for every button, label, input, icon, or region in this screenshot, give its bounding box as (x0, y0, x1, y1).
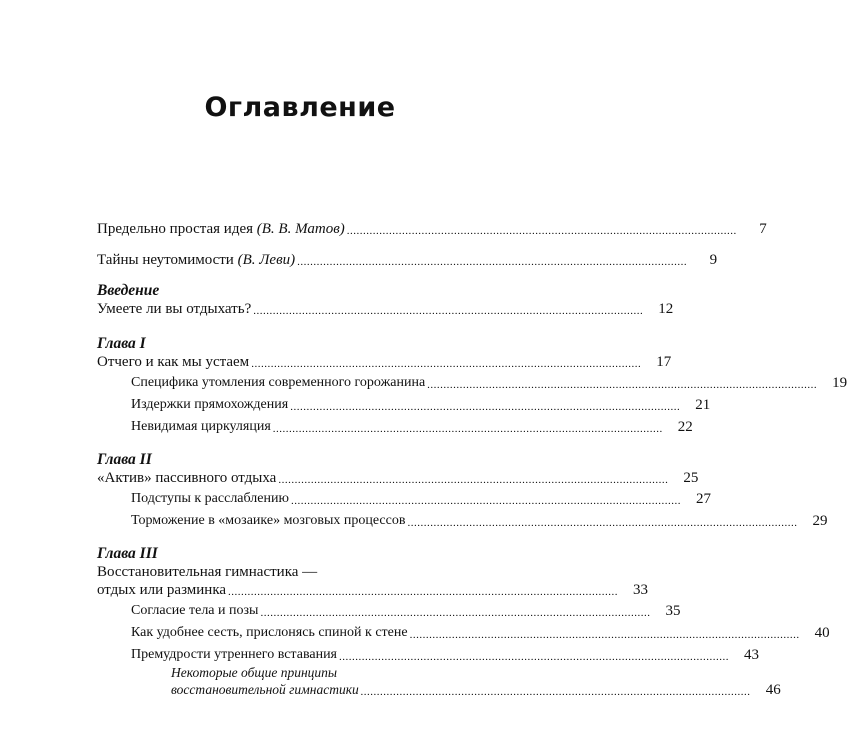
toc-entry-city-fatigue[interactable] (131, 374, 847, 392)
chapter-heading-1: Глава I (97, 335, 146, 352)
toc-entry-body-posture[interactable] (131, 602, 681, 620)
leader-dots: ........................................................................................................................ (290, 495, 681, 507)
toc-entry-gymnastics[interactable] (97, 581, 649, 599)
leader-dots: ........................................................................................................................ (272, 423, 663, 435)
toc-entry-title: Тайны неутомимости (В. Леви) (97, 252, 296, 268)
toc-entry-secrets[interactable] (97, 251, 718, 269)
leader-dots: ........................................................................................................................ (360, 686, 751, 698)
leader-dots: ........................................................................................................................ (251, 358, 642, 370)
section-heading-intro: Введение (97, 282, 160, 299)
chapter-heading-3: Глава III (97, 545, 158, 562)
leader-dots: ........................................................................................................................ (253, 305, 644, 317)
toc-entry-title: Согласие тела и позы (131, 603, 259, 618)
page-number: 46 (765, 682, 781, 698)
toc-entry-title: Издержки прямохождения (131, 397, 289, 412)
page-number: 27 (695, 491, 711, 507)
page-number: 33 (633, 582, 649, 598)
page-number: 43 (744, 647, 760, 663)
toc-entry-morning-rising[interactable] (131, 646, 760, 664)
page-number: 17 (656, 354, 672, 370)
leader-dots: ........................................................................................................................ (228, 586, 619, 598)
page-number: 9 (709, 252, 718, 268)
leader-dots: ........................................................................................................................ (339, 651, 730, 663)
leader-dots: ........................................................................................................................ (346, 225, 737, 237)
page-number: 21 (695, 397, 711, 413)
toc-entry-principles[interactable] (171, 681, 781, 699)
page-number: 35 (665, 603, 681, 619)
toc-entry-relaxation[interactable] (131, 490, 711, 508)
toc-entry-title: Предельно простая идея (В. В. Матов) (97, 221, 345, 237)
toc-entry-passive-rest[interactable] (97, 469, 699, 487)
toc-entry-author: (В. Леви) (237, 252, 296, 268)
leader-dots: ........................................................................................................................ (278, 474, 669, 486)
toc-entry-author: (В. В. Матов) (256, 221, 345, 237)
page-number: 22 (677, 419, 693, 435)
toc-entry-title: «Актив» пассивного отдыха (97, 470, 277, 486)
page-title: Оглавление (204, 92, 396, 123)
toc-entry-title: Специфика утомления современного горожанина (131, 375, 426, 390)
toc-entry-title: Отчего и как мы устаем (97, 354, 250, 370)
toc-entry-why-tired[interactable] (97, 353, 672, 371)
page-number: 12 (658, 301, 674, 317)
toc-entry-can-you-rest[interactable] (97, 300, 674, 318)
leader-dots: ........................................................................................................................ (260, 607, 651, 619)
toc-entry-mosaic-inhibition[interactable] (131, 512, 828, 530)
page-number: 7 (759, 221, 767, 237)
page-number: 40 (814, 625, 830, 641)
toc-entry-title: Премудрости утреннего вставания (131, 647, 338, 662)
toc-entry-principles-line1[interactable]: Некоторые общие принципы (171, 665, 338, 680)
chapter-heading-2: Глава II (97, 451, 152, 468)
toc-entry-title: Как удобнее сесть, прислонясь спиной к стене (131, 625, 408, 640)
leader-dots: ........................................................................................................................ (297, 256, 688, 268)
toc-entry-sitting-wall[interactable] (131, 624, 830, 642)
toc-entry-title: Умеете ли вы отдыхать? (97, 301, 252, 317)
toc-entry-gymnastics-line1[interactable]: Восстановительная гимнастика — (97, 564, 318, 580)
leader-dots: ........................................................................................................................ (409, 629, 800, 641)
toc-entry-simple-idea[interactable] (97, 220, 767, 238)
toc-entry-title: отдых или разминка (97, 582, 227, 598)
leader-dots: ........................................................................................................................ (290, 401, 681, 413)
page-number: 19 (832, 375, 847, 391)
leader-dots: ........................................................................................................................ (427, 379, 818, 391)
toc-entry-upright-costs[interactable] (131, 396, 711, 414)
toc-entry-title: Невидимая циркуляция (131, 419, 271, 434)
page-number: 29 (812, 513, 828, 529)
leader-dots: ........................................................................................................................ (407, 517, 798, 529)
toc-entry-title: Торможение в «мозаике» мозговых процессов (131, 513, 406, 528)
toc-entry-invisible-circulation[interactable] (131, 418, 693, 436)
page-number: 25 (683, 470, 699, 486)
toc-entry-title: Подступы к расслаблению (131, 491, 289, 506)
toc-entry-title: восстановительной гимнастики (171, 682, 359, 697)
